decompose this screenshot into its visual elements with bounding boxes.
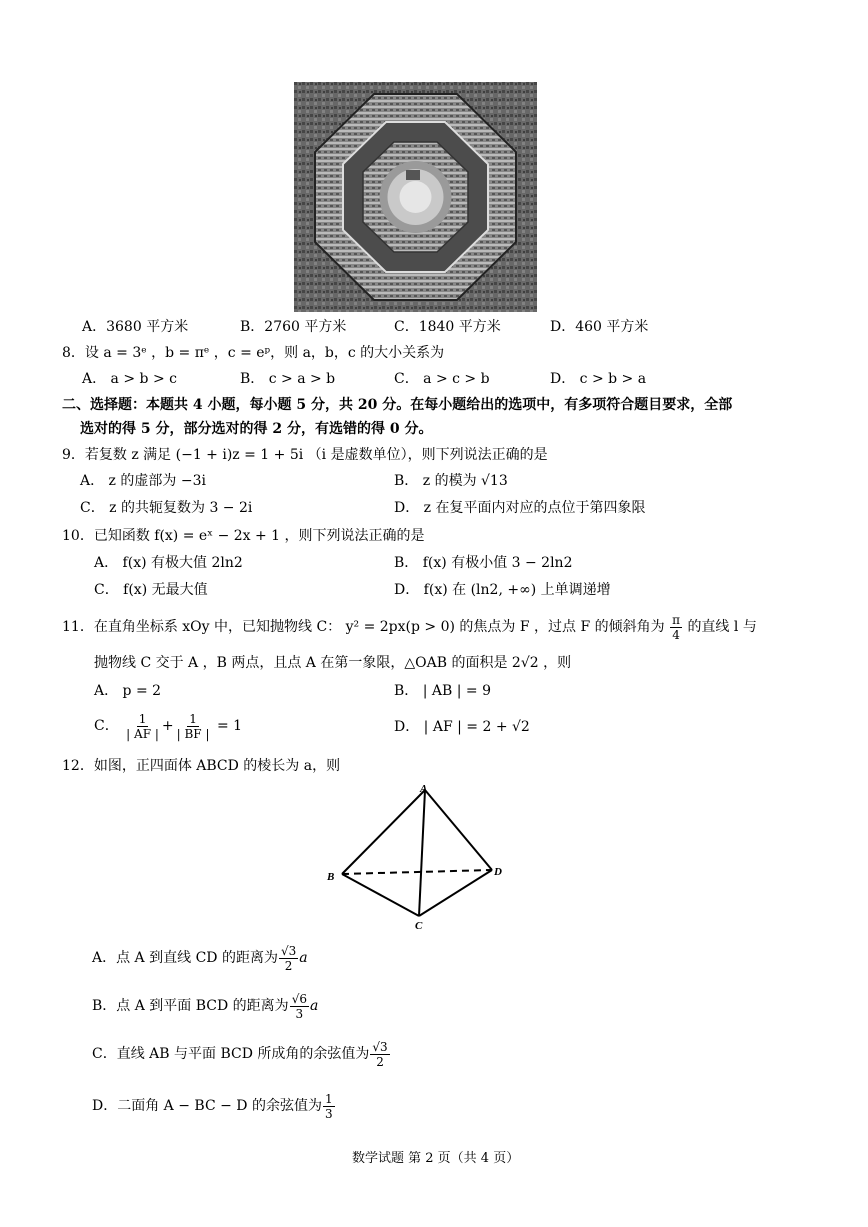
q10-option-b: B． f(x) 有极小值 3 − 2ln2	[394, 555, 573, 571]
q12-c-den: 2	[376, 1054, 384, 1069]
edge-ab	[342, 790, 425, 874]
q8-option-a: A． a > b > c	[82, 371, 177, 387]
q11-c-den1: | AF |	[126, 726, 159, 741]
q11-c-frac2	[175, 712, 212, 741]
q8-stem: 8．设 a = 3ᵉ ，b = πᵉ ，c = eᵖ，则 a，b，c 的大小关系为	[62, 345, 445, 361]
q12-d-num: 1	[324, 1091, 333, 1106]
q12-c-frac	[370, 1040, 389, 1069]
section2-header-line1: 二、选择题：本题共 4 小题，每小题 5 分，共 20 分。在每小题给出的选项中，有多项符合题目要求，全部	[62, 397, 733, 413]
q12-d-den: 3	[324, 1106, 333, 1121]
q12-option-b	[92, 988, 318, 1024]
q12-d-frac	[323, 1092, 335, 1121]
q12-option-c	[92, 1036, 391, 1072]
q9-stem: 9．若复数 z 满足 (−1 + i)z = 1 + 5i （i 是虚数单位），则下列说法正确的是	[62, 447, 548, 463]
q11-c-num2: 1	[189, 711, 197, 726]
q11-c-num1: 1	[138, 711, 147, 726]
edge-bc	[342, 874, 419, 916]
q12-a-num: √3	[280, 943, 297, 958]
vertex-label-b: B	[327, 871, 335, 883]
q12-b-tail: a	[309, 998, 319, 1014]
q11-c-frac1	[124, 712, 161, 741]
q8-option-b: B． c > a > b	[240, 371, 336, 387]
q12-option-d	[92, 1088, 336, 1124]
q10-option-a: A． f(x) 有极大值 2ln2	[94, 555, 243, 571]
q11-stem-line2: 抛物线 C 交于 A ，B 两点，且点 A 在第一象限，△OAB 的面积是 2√2 ，则	[94, 655, 572, 671]
q12-b-frac	[290, 992, 309, 1021]
vertex-label-a: A	[420, 783, 428, 795]
q10-option-d: D． f(x) 在 (ln2, +∞) 上单调递增	[394, 582, 611, 598]
q8-option-c: C． a > c > b	[394, 371, 490, 387]
edge-bd-hidden	[342, 870, 492, 874]
q12-b-num: √6	[291, 991, 307, 1006]
q9-option-c: C． z 的共轭复数为 3 − 2i	[80, 500, 253, 516]
q12-c-text: C．直线 AB 与平面 BCD 所成角的余弦值为	[92, 1046, 370, 1062]
q12-a-tail: a	[299, 950, 308, 966]
q7-option-c: C．1840 平方米	[394, 319, 501, 335]
tetrahedron-diagram	[322, 778, 512, 933]
q11-option-b: B． | AB | = 9	[394, 683, 492, 699]
q12-a-frac	[279, 944, 298, 973]
q12-a-text: A．点 A 到直线 CD 的距离为	[92, 950, 278, 966]
q10-stem: 10．已知函数 f(x) = eˣ − 2x + 1 ，则下列说法正确的是	[62, 528, 425, 544]
vertex-label-d: D	[494, 866, 502, 878]
q11-option-a: A． p = 2	[94, 683, 162, 699]
q11-c-suffix: = 1	[216, 718, 243, 734]
q9-option-d: D． z 在复平面内对应的点位于第四象限	[394, 500, 646, 516]
edge-cd	[419, 870, 492, 916]
q7-option-a: A．3680 平方米	[82, 319, 189, 335]
q9-option-b: B． z 的模为 √13	[394, 473, 508, 489]
q11-option-d: D． | AF | = 2 + √2	[394, 719, 530, 735]
octagonal-building-aerial-photo	[294, 82, 537, 312]
q11-stem-b: 的直线 l 与	[687, 619, 757, 635]
q11-pi-over-4	[670, 613, 682, 642]
edge-ad	[425, 790, 492, 870]
q9-option-a: A． z 的虚部为 −3i	[80, 473, 206, 489]
q11-c-prefix: C．	[94, 718, 119, 734]
q11-stem-line1	[62, 612, 757, 642]
q11-four: 4	[672, 627, 680, 642]
q11-c-den2: | BF |	[176, 726, 210, 741]
q12-d-text: D．二面角 A − BC − D 的余弦值为	[92, 1098, 322, 1114]
q12-stem: 12．如图，正四面体 ABCD 的棱长为 a，则	[62, 758, 341, 774]
section2-header-line2: 选对的得 5 分，部分选对的得 2 分，有选错的得 0 分。	[80, 421, 433, 437]
edge-ac	[419, 790, 425, 916]
q12-a-den: 2	[284, 958, 293, 973]
q11-option-c: C． $\frac{1}{| AF |}$ + $\frac{1}{| BF |}$ = 1	[94, 711, 243, 741]
q12-b-text: B．点 A 到平面 BCD 的距离为	[92, 998, 289, 1014]
q7-option-d: D．460 平方米	[550, 319, 649, 335]
q7-option-b: B．2760 平方米	[240, 319, 347, 335]
q12-c-num: √3	[372, 1039, 388, 1054]
q12-option-a	[92, 940, 308, 976]
page-footer: 数学试题 第 2 页（共 4 页）	[352, 1151, 520, 1166]
q12-b-den: 3	[295, 1006, 304, 1021]
q10-option-c: C． f(x) 无最大值	[94, 582, 208, 598]
q11-stem-a: 11．在直角坐标系 xOy 中，已知抛物线 C： y² = 2px(p > 0) 的焦点为 F ，过点 F 的倾斜角为	[62, 619, 665, 635]
q11-pi: π	[672, 612, 680, 627]
vertex-label-c: C	[415, 920, 423, 932]
q8-option-d: D． c > b > a	[550, 371, 647, 387]
